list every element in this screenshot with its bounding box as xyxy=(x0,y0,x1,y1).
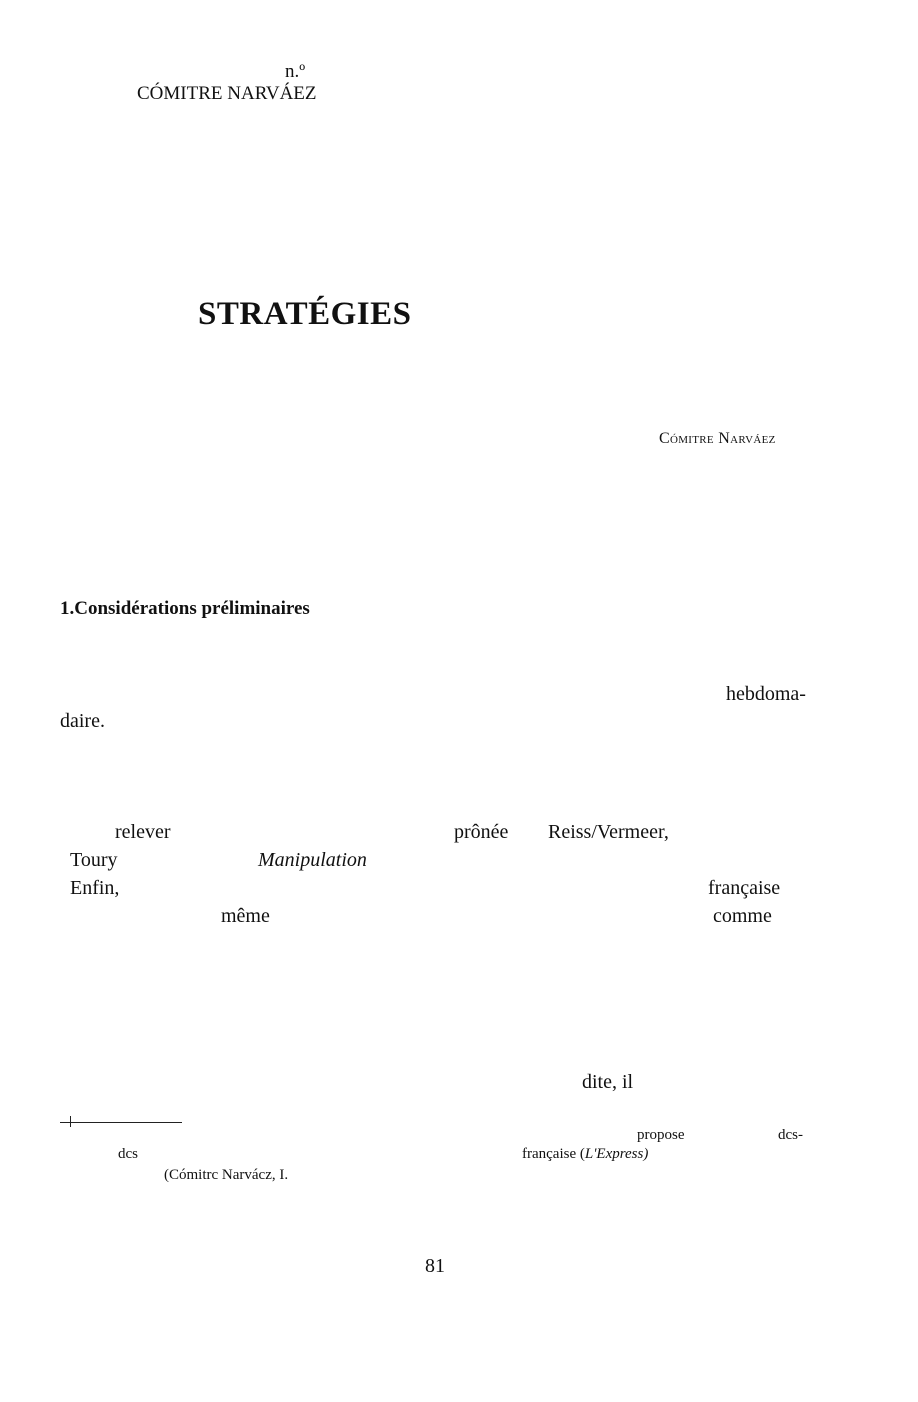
word-meme: même xyxy=(221,905,270,927)
word-francaise: française xyxy=(708,877,781,899)
footnote-word-propose: propose xyxy=(637,1127,685,1143)
issue-number: n.º xyxy=(285,61,306,82)
word-comme: comme xyxy=(713,905,772,927)
word-toury: Toury xyxy=(70,849,118,871)
section-heading: 1.Considérations préliminaires xyxy=(60,598,310,619)
word-manipulation: Manipulation xyxy=(258,849,367,871)
footnote-word-des-1: dcs- xyxy=(778,1127,803,1143)
footnote-word-des-2: dcs xyxy=(118,1146,138,1162)
word-dite-il: dite, il xyxy=(582,1071,634,1093)
article-title: STRATÉGIES xyxy=(198,296,412,332)
footnote-word-francaise: française ( xyxy=(522,1146,585,1162)
footnote-express: L'Express) xyxy=(584,1146,649,1162)
word-pronee: prônée xyxy=(454,821,509,843)
running-head-author: CÓMITRE NARVÁEZ xyxy=(137,83,317,104)
word-reiss-vermeer: Reiss/Vermeer, xyxy=(548,821,669,843)
footnote-rule-tick xyxy=(70,1116,71,1127)
word-hebdoma: hebdoma- xyxy=(726,683,806,705)
footnote-publication xyxy=(522,1147,648,1162)
word-daire: daire. xyxy=(60,710,105,732)
word-enfin: Enfin, xyxy=(70,877,120,899)
footnote-rule xyxy=(60,1122,182,1123)
word-relever: relever xyxy=(115,821,171,843)
page-number: 81 xyxy=(425,1255,445,1277)
footnote-citation: (Cómitrc Narvácz, I. xyxy=(164,1167,289,1183)
article-author: Cómitre Narváez xyxy=(659,430,776,447)
